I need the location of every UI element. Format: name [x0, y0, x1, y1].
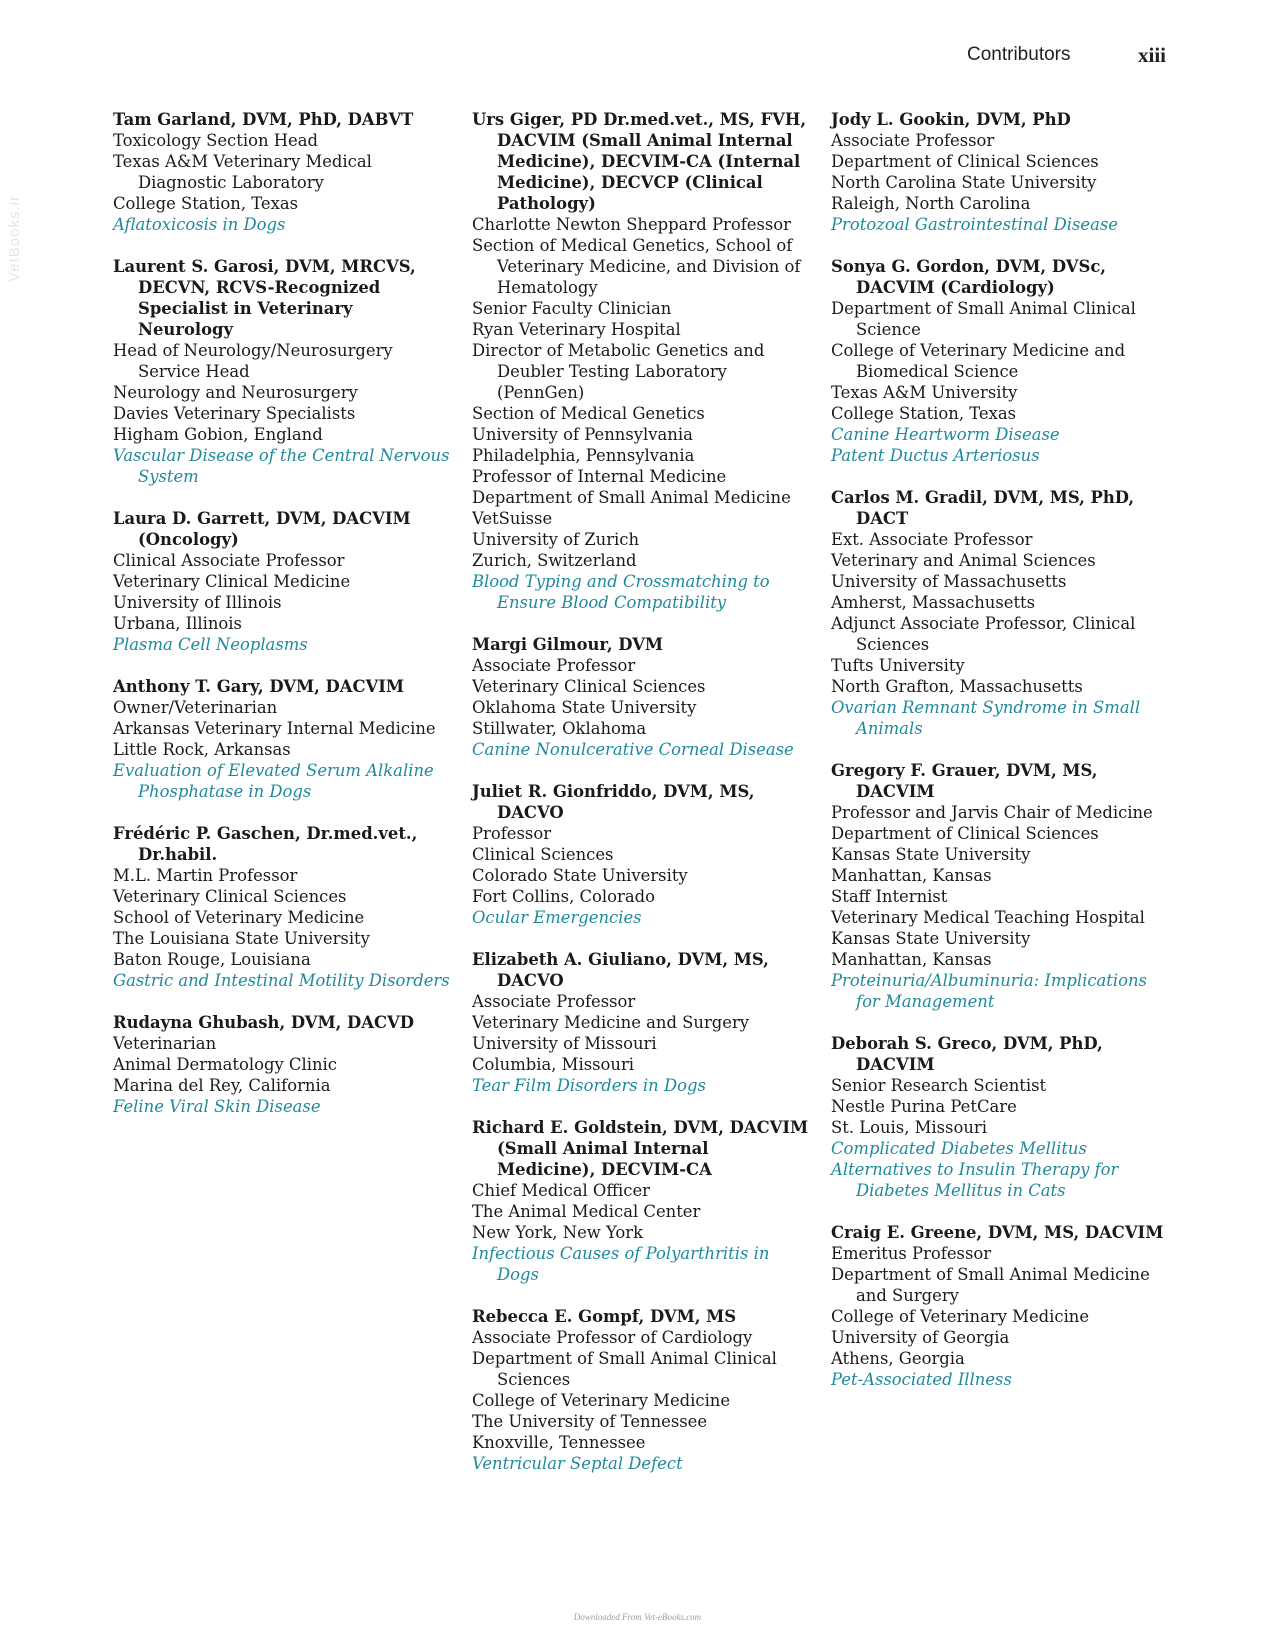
- affiliation-line: The Animal Medical Center: [472, 1202, 701, 1221]
- chapter-link[interactable]: Gastric and Intestinal Motility Disorders: [113, 971, 450, 990]
- contributor-entry: [831, 256, 1171, 466]
- contributor-entry: [113, 256, 453, 487]
- affiliation-line: Adjunct Associate Professor, Clinical Sciences: [831, 614, 1136, 654]
- affiliation-line: Columbia, Missouri: [472, 1055, 635, 1074]
- affiliation-line: Zurich, Switzerland: [472, 551, 637, 570]
- affiliation-line: Arkansas Veterinary Internal Medicine: [113, 719, 436, 738]
- affiliation-line: University of Georgia: [831, 1328, 1010, 1347]
- affiliation-line: Senior Faculty Clinician: [472, 299, 672, 318]
- affiliation-line: Professor and Jarvis Chair of Medicine: [831, 803, 1153, 822]
- affiliation-line: Department of Small Animal Medicine and Surgery: [831, 1265, 1150, 1305]
- contributor-name: Gregory F. Grauer, DVM, MS, DACVIM: [831, 761, 1098, 801]
- affiliation-line: Associate Professor: [831, 131, 995, 150]
- contributor-entry: [831, 109, 1171, 235]
- contributors-column-3: [831, 109, 1171, 1411]
- affiliation-line: Chief Medical Officer: [472, 1181, 650, 1200]
- affiliation-line: Baton Rouge, Louisiana: [113, 950, 311, 969]
- chapter-link[interactable]: Ventricular Septal Defect: [472, 1454, 683, 1473]
- affiliation-line: Staff Internist: [831, 887, 948, 906]
- affiliation-line: Professor of Internal Medicine: [472, 467, 727, 486]
- affiliation-line: Director of Metabolic Genetics and Deubler Testing Laboratory (PennGen): [472, 341, 765, 402]
- affiliation-line: Little Rock, Arkansas: [113, 740, 291, 759]
- affiliation-line: School of Veterinary Medicine: [113, 908, 365, 927]
- affiliation-line: Knoxville, Tennessee: [472, 1433, 646, 1452]
- affiliation-line: Amherst, Massachusetts: [831, 593, 1036, 612]
- affiliation-line: Toxicology Section Head: [113, 131, 318, 150]
- affiliation-line: Fort Collins, Colorado: [472, 887, 655, 906]
- chapter-link[interactable]: Protozoal Gastrointestinal Disease: [831, 215, 1118, 234]
- contributor-name: Laura D. Garrett, DVM, DACVIM (Oncology): [113, 509, 411, 549]
- chapter-link[interactable]: Plasma Cell Neoplasms: [113, 635, 308, 654]
- contributor-name: Anthony T. Gary, DVM, DACVIM: [113, 677, 405, 696]
- affiliation-line: Veterinary and Animal Sciences: [831, 551, 1096, 570]
- affiliation-line: University of Pennsylvania: [472, 425, 693, 444]
- contributor-name: Rudayna Ghubash, DVM, DACVD: [113, 1013, 414, 1032]
- affiliation-line: Veterinarian: [113, 1034, 217, 1053]
- affiliation-line: Associate Professor of Cardiology: [472, 1328, 753, 1347]
- contributor-name: Craig E. Greene, DVM, MS, DACVIM: [831, 1223, 1164, 1242]
- affiliation-line: Associate Professor: [472, 992, 636, 1011]
- running-title: Contributors: [967, 44, 1071, 65]
- page-number: xiii: [1138, 43, 1167, 67]
- affiliation-line: Section of Medical Genetics, School of Veterinary Medicine, and Division of Hematology: [472, 236, 801, 297]
- affiliation-line: Oklahoma State University: [472, 698, 697, 717]
- affiliation-line: M.L. Martin Professor: [113, 866, 298, 885]
- chapter-link[interactable]: Tear Film Disorders in Dogs: [472, 1076, 706, 1095]
- chapter-link[interactable]: Pet-Associated Illness: [831, 1370, 1012, 1389]
- affiliation-line: Clinical Sciences: [472, 845, 614, 864]
- affiliation-line: Colorado State University: [472, 866, 688, 885]
- affiliation-line: Kansas State University: [831, 845, 1031, 864]
- contributor-name: Urs Giger, PD Dr.med.vet., MS, FVH, DACVIM (Small Animal Internal Medicine), DECVIM-CA (Internal Medicine), DECVCP (Clinical Pathology): [472, 110, 807, 213]
- contributor-entry: [113, 508, 453, 655]
- affiliation-line: Marina del Rey, California: [113, 1076, 331, 1095]
- contributor-entry: [113, 109, 453, 235]
- affiliation-line: College of Veterinary Medicine: [472, 1391, 731, 1410]
- affiliation-line: Emeritus Professor: [831, 1244, 992, 1263]
- affiliation-line: Professor: [472, 824, 552, 843]
- chapter-link[interactable]: Vascular Disease of the Central Nervous System: [113, 446, 450, 486]
- affiliation-line: Ryan Veterinary Hospital: [472, 320, 681, 339]
- contributor-name: Jody L. Gookin, DVM, PhD: [831, 110, 1071, 129]
- chapter-link[interactable]: Aflatoxicosis in Dogs: [113, 215, 286, 234]
- affiliation-line: University of Illinois: [113, 593, 282, 612]
- contributor-name: Juliet R. Gionfriddo, DVM, MS, DACVO: [472, 782, 755, 822]
- affiliation-line: Davies Veterinary Specialists: [113, 404, 356, 423]
- affiliation-line: The University of Tennessee: [472, 1412, 708, 1431]
- contributor-name: Sonya G. Gordon, DVM, DVSc, DACVIM (Cardiology): [831, 257, 1107, 297]
- affiliation-line: North Carolina State University: [831, 173, 1097, 192]
- affiliation-line: Head of Neurology/Neurosurgery Service Head: [113, 341, 393, 381]
- contributor-name: Frédéric P. Gaschen, Dr.med.vet., Dr.habil.: [113, 824, 418, 864]
- affiliation-line: St. Louis, Missouri: [831, 1118, 987, 1137]
- affiliation-line: College Station, Texas: [831, 404, 1017, 423]
- affiliation-line: Department of Small Animal Clinical Science: [831, 299, 1136, 339]
- contributor-entry: [113, 823, 453, 991]
- contributor-name: Tam Garland, DVM, PhD, DABVT: [113, 110, 414, 129]
- affiliation-line: Veterinary Clinical Medicine: [113, 572, 351, 591]
- contributor-entry: [472, 109, 812, 613]
- affiliation-line: Section of Medical Genetics: [472, 404, 705, 423]
- affiliation-line: Department of Small Animal Clinical Sciences: [472, 1349, 777, 1389]
- chapter-link[interactable]: Ocular Emergencies: [472, 908, 642, 927]
- contributor-entry: [472, 781, 812, 928]
- affiliation-line: Ext. Associate Professor: [831, 530, 1033, 549]
- affiliation-line: Raleigh, North Carolina: [831, 194, 1031, 213]
- affiliation-line: Texas A&M Veterinary Medical Diagnostic Laboratory: [113, 152, 372, 192]
- contributor-name: Deborah S. Greco, DVM, PhD, DACVIM: [831, 1034, 1103, 1074]
- affiliation-line: Neurology and Neurosurgery: [113, 383, 358, 402]
- affiliation-line: New York, New York: [472, 1223, 644, 1242]
- affiliation-line: Senior Research Scientist: [831, 1076, 1047, 1095]
- chapter-link[interactable]: Evaluation of Elevated Serum Alkaline Phosphatase in Dogs: [113, 761, 434, 801]
- affiliation-line: Kansas State University: [831, 929, 1031, 948]
- affiliation-line: Nestle Purina PetCare: [831, 1097, 1017, 1116]
- contributor-entry: [831, 487, 1171, 739]
- affiliation-line: College of Veterinary Medicine and Biomedical Science: [831, 341, 1126, 381]
- affiliation-line: Manhattan, Kansas: [831, 866, 992, 885]
- affiliation-line: North Grafton, Massachusetts: [831, 677, 1083, 696]
- contributor-name: Elizabeth A. Giuliano, DVM, MS, DACVO: [472, 950, 769, 990]
- affiliation-line: Department of Clinical Sciences: [831, 152, 1099, 171]
- chapter-link[interactable]: Canine Heartworm Disease: [831, 425, 1060, 444]
- affiliation-line: Associate Professor: [472, 656, 636, 675]
- chapter-link[interactable]: Alternatives to Insulin Therapy for Diabetes Mellitus in Cats: [831, 1160, 1119, 1200]
- contributor-entry: [113, 676, 453, 802]
- contributor-entry: [472, 634, 812, 760]
- affiliation-line: Athens, Georgia: [831, 1349, 965, 1368]
- affiliation-line: Stillwater, Oklahoma: [472, 719, 647, 738]
- affiliation-line: Urbana, Illinois: [113, 614, 242, 633]
- affiliation-line: Texas A&M University: [831, 383, 1018, 402]
- contributor-name: Margi Gilmour, DVM: [472, 635, 664, 654]
- affiliation-line: The Louisiana State University: [113, 929, 370, 948]
- contributor-entry: [472, 1117, 812, 1285]
- affiliation-line: Department of Small Animal Medicine: [472, 488, 791, 507]
- affiliation-line: College of Veterinary Medicine: [831, 1307, 1090, 1326]
- contributor-name: Laurent S. Garosi, DVM, MRCVS, DECVN, RCVS-Recognized Specialist in Veterinary Neurology: [113, 257, 416, 339]
- chapter-link[interactable]: Canine Nonulcerative Corneal Disease: [472, 740, 794, 759]
- contributor-entry: [113, 1012, 453, 1117]
- download-footer: Downloaded From Vet-eBooks.com: [573, 1612, 702, 1622]
- chapter-link[interactable]: Blood Typing and Crossmatching to Ensure Blood Compatibility: [472, 572, 770, 612]
- affiliation-line: Clinical Associate Professor: [113, 551, 345, 570]
- chapter-link[interactable]: Ovarian Remnant Syndrome in Small Animals: [831, 698, 1141, 738]
- affiliation-line: VetSuisse: [472, 509, 553, 528]
- running-header: [0, 44, 1275, 74]
- affiliation-line: Charlotte Newton Sheppard Professor: [472, 215, 791, 234]
- affiliation-line: Veterinary Clinical Sciences: [113, 887, 347, 906]
- chapter-link[interactable]: Infectious Causes of Polyarthritis in Dogs: [472, 1244, 770, 1284]
- side-watermark: VetBooks.ir: [6, 195, 23, 282]
- contributors-column-2: [472, 109, 812, 1495]
- chapter-link[interactable]: Feline Viral Skin Disease: [113, 1097, 321, 1116]
- affiliation-line: Higham Gobion, England: [113, 425, 323, 444]
- affiliation-line: Animal Dermatology Clinic: [113, 1055, 337, 1074]
- affiliation-line: University of Zurich: [472, 530, 640, 549]
- affiliation-line: Philadelphia, Pennsylvania: [472, 446, 695, 465]
- contributor-entry: [831, 1033, 1171, 1201]
- affiliation-line: University of Massachusetts: [831, 572, 1067, 591]
- affiliation-line: Veterinary Medicine and Surgery: [472, 1013, 750, 1032]
- contributor-name: Richard E. Goldstein, DVM, DACVIM (Small Animal Internal Medicine), DECVIM-CA: [472, 1118, 809, 1179]
- contributor-name: Carlos M. Gradil, DVM, MS, PhD, DACT: [831, 488, 1135, 528]
- contributors-column-1: [113, 109, 453, 1138]
- affiliation-line: Veterinary Medical Teaching Hospital: [831, 908, 1145, 927]
- contributor-entry: [472, 1306, 812, 1474]
- affiliation-line: Owner/Veterinarian: [113, 698, 278, 717]
- contributor-entry: [831, 760, 1171, 1012]
- chapter-link[interactable]: Patent Ductus Arteriosus: [831, 446, 1040, 465]
- affiliation-line: University of Missouri: [472, 1034, 657, 1053]
- affiliation-line: College Station, Texas: [113, 194, 299, 213]
- contributor-entry: [831, 1222, 1171, 1390]
- affiliation-line: Veterinary Clinical Sciences: [472, 677, 706, 696]
- affiliation-line: Manhattan, Kansas: [831, 950, 992, 969]
- chapter-link[interactable]: Complicated Diabetes Mellitus: [831, 1139, 1087, 1158]
- chapter-link[interactable]: Proteinuria/Albuminuria: Implications for Management: [831, 971, 1147, 1011]
- contributor-name: Rebecca E. Gompf, DVM, MS: [472, 1307, 737, 1326]
- affiliation-line: Department of Clinical Sciences: [831, 824, 1099, 843]
- contributor-entry: [472, 949, 812, 1096]
- affiliation-line: Tufts University: [831, 656, 965, 675]
